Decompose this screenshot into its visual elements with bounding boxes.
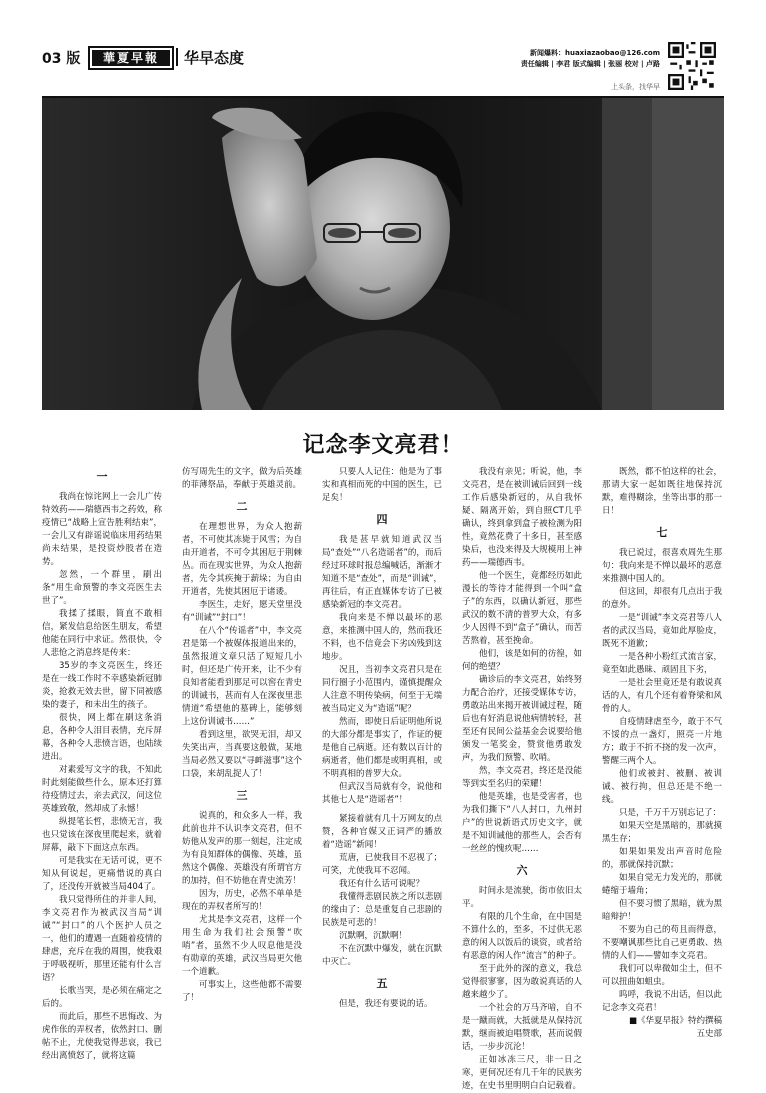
paragraph: 可事实上，这些他都不需要了！ [182,980,302,1003]
paragraph: 忽然，一个群里，刷出条“用生命预警的李文亮医生去世了”。 [42,570,162,606]
section-heading: 二 [236,500,248,513]
section-heading: 四 [376,513,388,526]
hotline-label: 新闻爆料： [529,49,565,57]
paragraph: 而此后，那些不思悔改、为虎作伥的弄权者，依然封口、删帖不止，尤使我觉得悲哀，我已经出离愤怒了，就将这篇 [42,1012,162,1061]
newspaper-logo: 華夏早報 [88,46,174,70]
paragraph: 说真的，和众多人一样，我此前也并不认识李文亮君，但不妨他从发声的那一刻起，注定成为有良知群体的偶像、英雄，虽然这个偶像、英雄没有所谓官方的加持，但不妨他在青史流芳！ [182,811,302,886]
paragraph: 不要为自己的苟且而得意，不要嘲讽那些比自己更勇敢、热情的人们——譬如李文亮君。 [602,925,722,961]
paragraph: 我们可以卑微如尘土，但不可以扭曲如蛆虫。 [602,964,722,987]
paragraph: 我还有什么话可说呢？ [339,879,425,889]
paragraph: 既然，都不怕这样的社会，那请大家一起如既往地保持沉默，难得糊涂，坐等出事的那一日！ [602,467,722,516]
section-heading: 七 [656,526,668,539]
header-divider [176,48,178,66]
paragraph: 仿写周先生的文字，做为后英雄的菲薄祭品，奉献于英雄灵前。 [182,467,302,490]
paragraph: 正如冰冻三尺，非一日之寒，更何况还有几千年的民族劣迹，在史书里明明白白记载着。 [462,1055,582,1091]
paragraph: 35岁的李文亮医生，终还是在一线工作时不幸感染新冠肺炎，抢救无效去世，留下同被感染的妻子，和未出生的孩子。 [42,661,162,710]
article-body [42,466,724,1091]
editor-credits [521,48,660,70]
paragraph: 可是我实在无话可说，更不知从何说起，更痛惜说的真白了，还没传开就被当局404了。 [42,856,162,892]
article-column-3 [322,466,442,1011]
paragraph: 在理想世界，为众人抱薪者，不可使其冻毙于风雪；为自由开道者，不可令其困厄于荆棘丛。而在现实世界，为众人抱薪者，先令其疾掩于薪垛；为自由开道者，先使其困厄于诸诿。 [182,522,302,597]
paragraph: 荒唐，已使我目不忍视了；可笑，尤使我耳不忍闻。 [322,853,442,876]
section-heading: 六 [516,864,528,877]
byline-author: 五史部 [696,1029,722,1039]
paragraph: 看到这里，欲哭无泪，却又失笑出声，当真要这般做，某地当局必然又要以“寻衅滋事”这个口袋，来胡乱捉人了！ [182,730,302,779]
paragraph: 一是社会里竟还是有敢说真话的人，有几个还有着脊梁和风骨的人。 [602,678,722,714]
paragraph: 紧接着就有几十万网友的点赞，各种官媒又正词严的播放着“造谣”新闻！ [322,814,442,850]
qr-code-icon[interactable] [668,42,716,90]
byline: ■《华夏早报》特约撰稿 [628,1016,722,1026]
paragraph: 呜呼，我说不出话，但以此记念李文亮君！ [602,990,722,1013]
paragraph: 长歌当哭，是必须在痛定之后的。 [42,986,162,1009]
paragraph: 确诊后的李文亮君，始终努力配合治疗，还接受媒体专访，勇敢站出来揭开被训诫过程，随后也有好消息说他病情转轻，甚至还有民间公益基金会说要给他颁发一笔奖金，赞赏他勇敢发声，为我们预警、吹哨。 [462,675,582,763]
portrait-photo [42,98,724,410]
article-headline: 记念李文亮君！ [302,433,464,458]
paragraph: 一是各种小粉红式流言家，竟至如此愚昧、顽固且下劣， [602,652,722,675]
paragraph: 况且，当初李文亮君只是在同行圈子小范围内，谨慎提醒众人注意不明传染病，何至于无端被当局定义为“造谣”呢？ [322,665,442,714]
editors-line: 责任编辑 | 李君 版式编辑 | 张丽 校对 | 卢路 [520,60,660,68]
article-column-2 [182,466,302,1005]
paragraph: 我只觉得所住的并非人间，李文亮君作为被武汉当局“训诫”“封口”的八个医护人员之一，他们的遭遇一直随着疫情的肆虐，充斥在我的周围，使我艰于呼吸视听，那里还能有什么言语？ [42,895,162,983]
portrait-image [42,98,724,410]
paragraph: 我尚在惊诧网上一会儿广传特效药——瑞德西韦之药效，称疫情已“战略上宣告胜利结束”，一会儿又有辟谣说临床用药结果尚未结果，是投资炒股者在造势。 [42,492,162,567]
paragraph: 我揉了揉眼，简直不敢相信，紧发信息给医生朋友，希望他能在同行中求证。然很快，令人悲怆之消息终是传来： [42,609,162,658]
paragraph: 只是，千万千万别忘记了： [619,808,722,818]
paragraph: 我是甚早就知道武汉当局“查处”“八名造谣者”的，而后经过环球时报总编喊话，渐渐才知道不是“查处”，而是“训诫”，再往后，有正直媒体专访了已被感染新冠的李文亮君。 [322,535,442,610]
paragraph: 纵提笔长哲，悲愤无言，我也只觉该在深夜里爬起来，就着屏幕，敲下下面这点东西。 [42,817,162,853]
paragraph: 但是，我还有要说的话。 [339,999,433,1009]
tagline: 上头条，找华早 [611,83,660,91]
paragraph: 尤其是李文亮君，这样一个用生命为我们社会预警“吹哨”者，虽然不少人叹息他是没有勋章的英雄，武汉当局更欠他一个道歉。 [182,915,302,977]
paragraph: 只要人人记住：他是为了事实和真相而死的中国的医生，已足矣！ [322,467,442,503]
section-heading: 三 [236,789,248,802]
paragraph: 有限的几个生命，在中国是不算什么的，至多，不过供无恶意的闲人以饭后的谈资，或者给有恶意的闲人作“流言”的种子。 [462,912,582,961]
paragraph: 我向来是不惮以最坏的恶意，来推测中国人的，然而我还不料，也不信竟会下劣凶残到这地步。 [322,613,442,662]
paragraph: 然，李文亮君，终还是没能等到实至名归的荣耀！ [462,766,582,789]
paragraph: 一是“训诫”李文亮君等八人者的武汉当局，竟如此厚脸皮，既死不道歉； [602,613,722,649]
paragraph: 他是英雄，也是受害者，也为我们撕下“八人封口，九州封户”的世说新语式历史文字，就是不知训诫他的那些人，会否有一丝丝的愧疚呢…… [462,792,582,854]
issue-number: 03 版 [42,51,81,67]
column-name: 华早态度 [184,49,245,67]
paragraph: 然而，即使日后证明他所说的大部分都是事实了，作证的便是他自己病逝。还有数以百计的病逝者，他们都是或明真相，或不明真相的普罗大众。 [322,717,442,779]
paragraph: 对素爱写文字的我，不知此时此刻能做些什么，原本还打算待疫情过去，亲去武汉，问这位英雄致敬，然却成了永憾！ [42,765,162,814]
paragraph: 但不要习惯了黑暗，就为黑暗辩护！ [602,899,722,922]
paragraph: 我已说过，很喜欢周先生那句：我向来是不惮以最坏的恶意来推测中国人的。 [602,548,722,584]
paragraph: 他们或被封、被删、被训诫、被行拘，但总还是不绝一线。 [602,769,722,805]
paragraph: 不在沉默中爆发，就在沉默中灭亡。 [322,944,442,967]
paragraph: 如果如果发出声音时危险的，那就保持沉默； [602,847,722,870]
page-header [42,42,724,94]
paragraph: 如果天空是黑暗的，那就摸黑生存； [602,821,722,844]
section-heading: 一 [96,470,108,483]
article-column-4 [462,466,582,1093]
paragraph: 我懂得悲剧民族之所以悲剧的缘由了：总是重复自己悲剧的民族是可悲的！ [322,892,442,928]
paragraph: 至于此外的深的意义，我总觉得很寥寥，因为敢说真话的人越来越少了。 [462,964,582,1000]
paragraph: 我没有亲见；听说，他，李文亮君，是在被训诫后回到一线工作后感染新冠的，从自我怀疑、隔离开始，到自照CT几乎确认，终到拿到盒子被检测为阳性，竟然花费了十多日，甚至感染后，也没来得及大规模用上神药——瑞德西韦。 [462,467,582,568]
paragraph: 他一个医生，竟都经历如此漫长的等待才能得到一个叫“盒子”的东西，以确认新冠，那些武汉的数不清的普罗大众，有多少人因得不到“盒子”确认，而苦苦熬着，甚至挽命。 [462,571,582,646]
paragraph: 自疫情肆虐至今，敢于不气不馁的点一盏灯，照亮一片地方；敢于不折不挠的发一次声，警醒三两个人。 [602,717,722,766]
paragraph: 沉默啊，沉默啊！ [339,931,408,941]
paragraph: 一个社会的万马齐喑，自不是一蹴而就，大抵就是从保持沉默，继而被迫唱赞歌，甚而说假话，一步步沉沦！ [462,1003,582,1052]
paragraph: 时间永是流驶，街市依旧太平。 [462,886,582,909]
paragraph: 因为，历史，必然不单单是现在的弄权者所写的！ [182,889,302,912]
paragraph: 李医生，走好，愿天堂里没有“训诫”“封口”！ [182,600,302,623]
paragraph: 但这回，却很有几点出于我的意外。 [602,587,722,610]
paragraph: 但武汉当局就有令，说他和其他七人是“造谣者”！ [322,782,442,805]
article-column-1 [42,466,162,1063]
paragraph: 在八个“传谣者”中，李文亮君是第一个被媒体报道出来的，虽然报道文章只活了短短几小时，但还是广传开来，让不少有良知者能看到那足可以窖在青史的训诫书，甚而有人在深夜里悲情道“希望他的墓碑上，能够刻上这份训诫书……” [182,626,302,727]
paragraph: 很快，网上都在刷这条消息，各种令人泪目表情，充斥屏幕，各种令人悲愤言语，也陆续进出。 [42,713,162,762]
article-column-5 [602,466,722,1041]
section-heading: 五 [376,977,388,990]
paragraph: 他们，该是如何的彷徨，如何的绝望？ [462,649,582,672]
paragraph: 如果自觉无力发光的，那就蜷缩于墙角； [602,873,722,896]
hotline-email[interactable]: huaxiazaobao@126.com [564,49,660,57]
